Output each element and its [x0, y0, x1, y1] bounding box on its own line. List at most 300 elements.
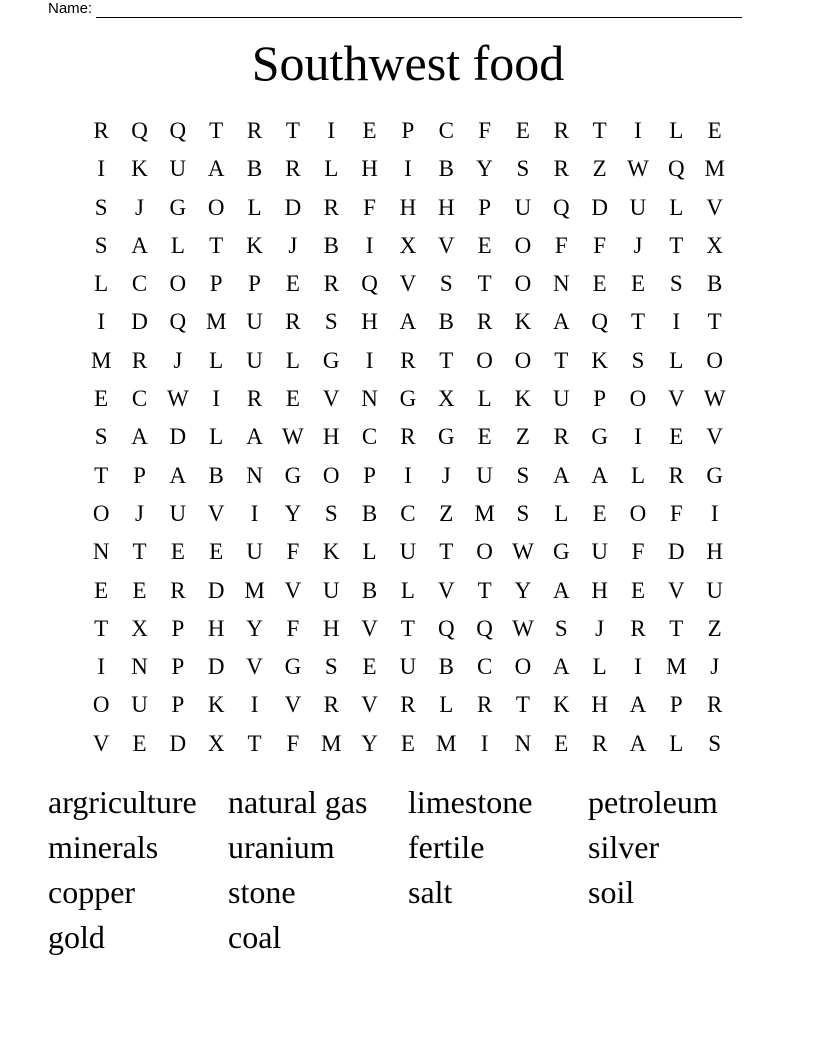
- grid-letter: E: [132, 730, 147, 756]
- grid-letter: I: [404, 462, 412, 488]
- grid-letter: T: [209, 118, 224, 143]
- grid-letter: U: [591, 539, 608, 565]
- grid-letter: R: [476, 309, 493, 335]
- grid-letter: F: [286, 615, 300, 641]
- word-list-item: silver: [588, 829, 660, 865]
- grid-row: [82, 457, 734, 495]
- grid-letter: D: [284, 194, 302, 220]
- grid-letter: C: [438, 118, 454, 143]
- grid-letter: M: [436, 730, 457, 756]
- grid-letter: E: [554, 730, 569, 756]
- grid-letter: R: [553, 424, 569, 450]
- grid-letter: R: [131, 347, 148, 373]
- grid-letter: S: [94, 424, 108, 450]
- grid-letter: V: [437, 232, 455, 258]
- grid-row: [82, 303, 734, 341]
- grid-letter: O: [514, 232, 532, 258]
- word-list-item: limestone: [408, 784, 533, 820]
- word-list-item: fertile: [408, 829, 485, 865]
- grid-letter: F: [286, 539, 300, 565]
- grid-letter: A: [169, 462, 187, 488]
- grid-letter: E: [94, 386, 109, 412]
- grid-letter: S: [324, 500, 338, 526]
- grid-letter: S: [94, 232, 108, 258]
- grid-letter: L: [554, 500, 569, 526]
- grid-letter: R: [323, 271, 339, 297]
- grid-letter: T: [439, 539, 454, 565]
- grid-letter: I: [250, 500, 259, 526]
- grid-letter: H: [591, 577, 608, 603]
- grid-row: [82, 533, 734, 571]
- grid-letter: P: [248, 271, 261, 297]
- grid-letter: Z: [707, 615, 722, 641]
- grid-letter: Z: [439, 500, 454, 526]
- grid-letter: N: [131, 654, 148, 680]
- grid-letter: U: [246, 539, 263, 565]
- grid-letter: Y: [476, 156, 493, 182]
- grid-letter: C: [131, 386, 148, 412]
- grid-letter: S: [554, 615, 568, 641]
- grid-letter: S: [516, 500, 530, 526]
- letter-grid: [82, 112, 734, 763]
- grid-letter: D: [131, 309, 148, 335]
- grid-letter: T: [209, 232, 224, 258]
- grid-letter: W: [282, 424, 304, 450]
- grid-letter: U: [246, 309, 263, 335]
- grid-letter: I: [97, 309, 105, 335]
- grid-letter: P: [363, 462, 376, 488]
- grid-letter: L: [247, 194, 262, 220]
- grid-letter: T: [592, 118, 607, 143]
- grid-letter: V: [322, 386, 340, 412]
- grid-row: [82, 150, 734, 188]
- grid-letter: V: [399, 271, 417, 297]
- grid-row: [82, 418, 734, 456]
- grid-letter: T: [94, 462, 109, 488]
- grid-letter: G: [399, 386, 417, 412]
- grid-letter: Z: [515, 424, 530, 450]
- grid-letter: R: [323, 692, 339, 718]
- grid-letter: B: [438, 309, 454, 335]
- grid-letter: B: [438, 156, 454, 182]
- grid-letter: R: [400, 692, 416, 718]
- grid-letter: M: [205, 309, 227, 335]
- grid-letter: V: [92, 730, 110, 756]
- grid-letter: S: [324, 309, 338, 335]
- grid-letter: S: [516, 462, 530, 488]
- grid-letter: C: [400, 500, 416, 526]
- grid-letter: J: [595, 615, 605, 641]
- grid-letter: H: [322, 615, 340, 641]
- grid-letter: A: [131, 232, 148, 258]
- grid-letter: U: [169, 156, 187, 182]
- grid-letter: V: [668, 386, 685, 412]
- grid-letter: F: [363, 194, 376, 220]
- grid-letter: R: [476, 692, 493, 718]
- word-list-item: stone: [228, 874, 296, 910]
- grid-letter: R: [630, 615, 646, 641]
- grid-letter: D: [169, 730, 187, 756]
- grid-letter: T: [554, 347, 569, 373]
- grid-letter: E: [209, 539, 224, 565]
- grid-letter: I: [212, 386, 221, 412]
- grid-letter: A: [399, 309, 417, 335]
- grid-letter: A: [131, 424, 148, 450]
- grid-letter: X: [207, 730, 225, 756]
- grid-letter: H: [437, 194, 455, 220]
- grid-letter: E: [94, 577, 109, 603]
- grid-letter: N: [246, 462, 263, 488]
- grid-letter: V: [284, 577, 302, 603]
- grid-letter: R: [668, 462, 684, 488]
- grid-letter: R: [400, 424, 416, 450]
- grid-row: [82, 495, 734, 533]
- grid-letter: R: [246, 386, 263, 412]
- grid-letter: Y: [361, 730, 378, 756]
- grid-letter: H: [361, 309, 378, 335]
- word-list-item: coal: [228, 919, 282, 955]
- grid-letter: Q: [131, 118, 148, 143]
- grid-letter: U: [476, 462, 493, 488]
- name-blank-line: [96, 3, 742, 18]
- word-list-item: petroleum: [588, 784, 718, 820]
- grid-letter: Y: [284, 500, 302, 526]
- grid-letter: K: [591, 347, 608, 373]
- grid-letter: H: [591, 692, 608, 718]
- grid-letter: V: [207, 500, 225, 526]
- grid-row: [82, 342, 734, 380]
- grid-letter: A: [207, 156, 225, 182]
- grid-letter: B: [246, 156, 263, 182]
- grid-letter: I: [97, 156, 105, 182]
- grid-letter: I: [634, 118, 642, 143]
- grid-letter: K: [207, 692, 225, 718]
- grid-letter: E: [477, 232, 492, 258]
- grid-letter: T: [247, 730, 262, 756]
- grid-row: [82, 686, 734, 724]
- grid-letter: M: [474, 500, 495, 526]
- grid-letter: S: [94, 194, 108, 220]
- grid-letter: E: [285, 271, 300, 297]
- grid-letter: E: [707, 118, 722, 143]
- grid-letter: M: [321, 730, 342, 756]
- word-list-item: soil: [588, 874, 635, 910]
- grid-letter: P: [478, 194, 491, 220]
- grid-letter: R: [170, 577, 186, 603]
- grid-letter: R: [400, 347, 416, 373]
- grid-letter: J: [135, 500, 144, 526]
- grid-letter: O: [514, 654, 532, 680]
- grid-letter: D: [668, 539, 685, 565]
- grid-letter: L: [209, 424, 224, 450]
- grid-letter: R: [285, 156, 301, 182]
- grid-letter: K: [246, 232, 263, 258]
- grid-letter: D: [207, 577, 225, 603]
- grid-letter: R: [246, 118, 263, 143]
- grid-row: [82, 112, 734, 150]
- grid-letter: V: [246, 654, 263, 680]
- grid-letter: I: [327, 118, 336, 143]
- grid-letter: O: [476, 539, 493, 565]
- grid-letter: N: [361, 386, 378, 412]
- grid-letter: E: [630, 271, 646, 297]
- grid-letter: P: [133, 462, 146, 488]
- grid-letter: E: [132, 577, 147, 603]
- grid-letter: T: [515, 692, 530, 718]
- grid-letter: Q: [476, 615, 493, 641]
- grid-letter: R: [553, 118, 569, 143]
- grid-letter: L: [94, 271, 109, 297]
- grid-letter: O: [629, 386, 647, 412]
- grid-letter: O: [322, 462, 340, 488]
- grid-letter: I: [710, 500, 719, 526]
- grid-letter: I: [97, 654, 105, 680]
- grid-letter: I: [672, 309, 681, 335]
- grid-letter: F: [669, 500, 683, 526]
- word-list-item: salt: [408, 874, 453, 910]
- grid-letter: M: [90, 347, 112, 373]
- grid-letter: K: [514, 386, 532, 412]
- grid-letter: U: [246, 347, 263, 373]
- grid-letter: G: [706, 462, 723, 488]
- grid-letter: M: [704, 156, 725, 182]
- grid-row: [82, 380, 734, 418]
- grid-letter: U: [629, 194, 647, 220]
- grid-letter: E: [669, 424, 684, 450]
- grid-letter: P: [171, 692, 185, 718]
- grid-letter: L: [324, 156, 339, 182]
- grid-letter: Y: [246, 615, 263, 641]
- grid-letter: T: [630, 309, 646, 335]
- grid-letter: P: [669, 692, 683, 718]
- grid-letter: O: [514, 271, 532, 297]
- grid-letter: O: [706, 347, 723, 373]
- grid-letter: B: [438, 654, 454, 680]
- grid-letter: X: [437, 386, 455, 412]
- grid-letter: J: [633, 232, 643, 258]
- grid-letter: Z: [592, 156, 607, 182]
- grid-letter: T: [285, 118, 300, 143]
- grid-letter: P: [171, 615, 185, 641]
- grid-letter: Q: [668, 156, 685, 182]
- grid-letter: I: [480, 730, 489, 756]
- grid-letter: T: [477, 577, 492, 603]
- grid-letter: L: [439, 692, 454, 718]
- grid-letter: V: [437, 577, 455, 603]
- grid-letter: R: [323, 194, 339, 220]
- grid-letter: E: [170, 539, 185, 565]
- grid-letter: U: [169, 500, 187, 526]
- grid-row: [82, 610, 734, 648]
- grid-letter: O: [92, 500, 110, 526]
- grid-letter: P: [401, 118, 415, 143]
- grid-letter: J: [710, 654, 720, 680]
- grid-letter: E: [362, 654, 377, 680]
- grid-letter: I: [250, 692, 259, 718]
- grid-letter: Q: [552, 194, 570, 220]
- word-list-item: natural gas: [228, 784, 368, 820]
- grid-letter: N: [514, 730, 532, 756]
- grid-letter: A: [552, 309, 570, 335]
- grid-letter: P: [209, 271, 223, 297]
- grid-letter: L: [630, 462, 646, 488]
- grid-letter: T: [669, 232, 684, 258]
- grid-letter: D: [591, 194, 608, 220]
- grid-letter: I: [365, 232, 374, 258]
- grid-letter: E: [477, 424, 492, 450]
- grid-letter: G: [284, 654, 302, 680]
- grid-letter: J: [135, 194, 144, 220]
- grid-letter: L: [592, 654, 607, 680]
- grid-letter: L: [285, 347, 300, 373]
- grid-letter: J: [173, 347, 183, 373]
- grid-letter: E: [592, 271, 607, 297]
- grid-letter: K: [131, 156, 148, 182]
- grid-letter: U: [399, 654, 417, 680]
- grid-letter: M: [244, 577, 265, 603]
- grid-letter: E: [630, 577, 646, 603]
- grid-letter: V: [706, 424, 723, 450]
- grid-letter: A: [552, 577, 570, 603]
- grid-letter: W: [512, 615, 534, 641]
- grid-letter: I: [404, 156, 412, 182]
- grid-letter: K: [514, 309, 532, 335]
- grid-letter: I: [634, 424, 642, 450]
- grid-letter: S: [708, 730, 722, 756]
- grid-letter: O: [169, 271, 187, 297]
- grid-letter: N: [92, 539, 110, 565]
- grid-letter: L: [400, 577, 415, 603]
- grid-letter: K: [552, 692, 570, 718]
- grid-letter: S: [631, 347, 645, 373]
- grid-letter: U: [514, 194, 532, 220]
- grid-letter: H: [361, 156, 378, 182]
- grid-letter: S: [669, 271, 683, 297]
- grid-letter: Q: [361, 271, 378, 297]
- grid-letter: D: [207, 654, 225, 680]
- grid-letter: W: [627, 156, 649, 182]
- word-list-item: uranium: [228, 829, 335, 865]
- grid-letter: L: [170, 232, 185, 258]
- grid-letter: E: [515, 118, 530, 143]
- grid-letter: C: [361, 424, 378, 450]
- grid-letter: E: [362, 118, 377, 143]
- grid-letter: W: [703, 386, 726, 412]
- grid-letter: F: [478, 118, 491, 143]
- grid-letter: B: [361, 577, 378, 603]
- grid-letter: R: [285, 309, 301, 335]
- grid-letter: X: [131, 615, 148, 641]
- grid-row: [82, 227, 734, 265]
- grid-letter: J: [288, 232, 298, 258]
- grid-letter: I: [365, 347, 374, 373]
- grid-letter: W: [512, 539, 534, 565]
- grid-letter: L: [669, 194, 684, 220]
- grid-letter: H: [706, 539, 723, 565]
- grid-letter: B: [361, 500, 378, 526]
- grid-letter: U: [399, 539, 417, 565]
- grid-letter: O: [92, 692, 110, 718]
- grid-letter: C: [131, 271, 148, 297]
- grid-letter: P: [171, 654, 185, 680]
- grid-letter: G: [552, 539, 570, 565]
- grid-letter: V: [361, 615, 378, 641]
- page-title: Southwest food: [251, 35, 565, 91]
- word-list: [48, 780, 768, 960]
- grid-letter: A: [552, 654, 570, 680]
- grid-letter: T: [439, 347, 454, 373]
- grid-letter: B: [323, 232, 339, 258]
- grid-letter: D: [169, 424, 187, 450]
- grid-letter: S: [516, 156, 530, 182]
- grid-letter: H: [207, 615, 225, 641]
- grid-letter: G: [169, 194, 187, 220]
- grid-letter: A: [591, 462, 608, 488]
- grid-letter: J: [441, 462, 451, 488]
- word-list-item: minerals: [48, 829, 159, 865]
- grid-row: [82, 265, 734, 303]
- name-label: Name:: [48, 0, 93, 17]
- grid-letter: V: [284, 692, 302, 718]
- grid-letter: U: [552, 386, 570, 412]
- grid-letter: R: [553, 156, 569, 182]
- grid-letter: H: [322, 424, 340, 450]
- grid-letter: L: [669, 730, 684, 756]
- grid-letter: B: [208, 462, 224, 488]
- grid-letter: V: [361, 692, 378, 718]
- grid-letter: O: [629, 500, 647, 526]
- grid-letter: C: [476, 654, 493, 680]
- grid-letter: F: [593, 232, 607, 258]
- grid-letter: W: [167, 386, 189, 412]
- grid-letter: K: [322, 539, 340, 565]
- grid-letter: F: [631, 539, 645, 565]
- grid-letter: E: [285, 386, 300, 412]
- grid-letter: V: [706, 194, 723, 220]
- grid-row: [82, 648, 734, 686]
- grid-letter: A: [246, 424, 263, 450]
- grid-letter: S: [324, 654, 338, 680]
- grid-letter: L: [477, 386, 492, 412]
- grid-letter: T: [477, 271, 492, 297]
- grid-letter: X: [706, 232, 723, 258]
- word-list-item: gold: [48, 919, 105, 955]
- grid-letter: B: [707, 271, 723, 297]
- grid-letter: L: [362, 539, 377, 565]
- grid-letter: V: [668, 577, 685, 603]
- grid-letter: T: [400, 615, 415, 641]
- grid-letter: E: [400, 730, 415, 756]
- grid-letter: H: [399, 194, 417, 220]
- grid-letter: O: [514, 347, 532, 373]
- grid-letter: S: [439, 271, 453, 297]
- grid-letter: G: [322, 347, 340, 373]
- grid-letter: Q: [591, 309, 608, 335]
- grid-letter: Y: [514, 577, 532, 603]
- grid-letter: A: [629, 730, 647, 756]
- grid-letter: L: [669, 118, 684, 143]
- grid-letter: T: [669, 615, 684, 641]
- grid-letter: L: [669, 347, 684, 373]
- grid-row: [82, 189, 734, 227]
- grid-letter: M: [666, 654, 687, 680]
- grid-letter: R: [707, 692, 723, 718]
- grid-letter: P: [593, 386, 607, 412]
- grid-letter: E: [592, 500, 607, 526]
- grid-letter: R: [93, 118, 109, 143]
- grid-letter: O: [207, 194, 225, 220]
- grid-letter: U: [322, 577, 340, 603]
